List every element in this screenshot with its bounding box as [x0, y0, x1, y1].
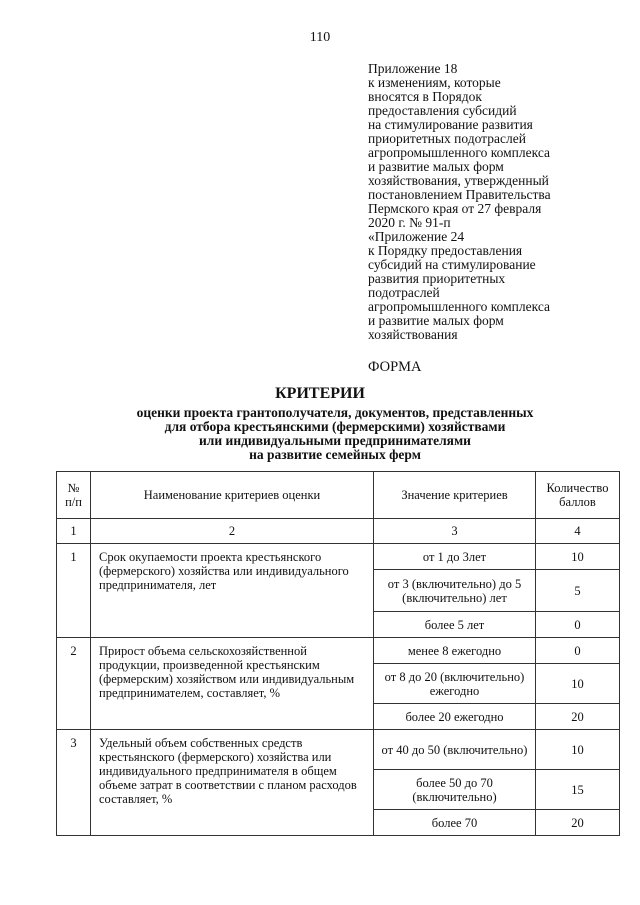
header-num: № п/п — [57, 472, 91, 519]
subtitle-line: оценки проекта грантополучателя, документов, представленных — [136, 405, 534, 420]
appendix-line: предоставления субсидий — [368, 103, 517, 118]
appendix-line: хозяйствования, утвержденный — [368, 173, 549, 188]
header-name: Наименование критериев оценки — [91, 472, 374, 519]
criterion-name: Прирост объема сельскохозяйственной продукции, произведенной крестьянским (фермерским) хозяйством или индивидуальным предпринимателем, составляет, % — [91, 638, 374, 730]
header-value: Значение критериев — [374, 472, 536, 519]
page-number: 110 — [309, 30, 331, 45]
header-score: Количество баллов — [536, 472, 620, 519]
form-label: ФОРМА — [368, 359, 422, 375]
criterion-score: 20 — [536, 704, 620, 730]
appendix-line: Приложение 18 — [368, 61, 458, 76]
criterion-number: 1 — [57, 544, 91, 638]
appendix-line: на стимулирование развития — [368, 117, 533, 132]
appendix-line: и развитие малых форм — [368, 159, 504, 174]
criteria-table — [56, 471, 620, 836]
column-index-row — [57, 519, 620, 544]
appendix-line: подотраслей — [368, 285, 440, 300]
criterion-value: от 8 до 20 (включительно) ежегодно — [374, 664, 536, 704]
criterion-number: 3 — [57, 730, 91, 836]
appendix-line: агропромышленного комплекса — [368, 145, 550, 160]
appendix-18-block — [368, 62, 618, 230]
subtitle-line: на развитие семейных ферм — [249, 447, 421, 462]
appendix-line: «Приложение 24 — [368, 229, 465, 244]
appendix-line: вносятся в Порядок — [368, 89, 482, 104]
column-index: 2 — [91, 519, 374, 544]
appendix-line: 2020 г. № 91-п — [368, 215, 451, 230]
column-index: 4 — [536, 519, 620, 544]
criterion-value: от 3 (включительно) до 5 (включительно) лет — [374, 570, 536, 612]
criterion-value: от 1 до 3лет — [374, 544, 536, 570]
subtitle-line: или индивидуальными предпринимателями — [199, 433, 471, 448]
appendix-line: постановлением Правительства — [368, 187, 551, 202]
appendix-line: к изменениям, которые — [368, 75, 501, 90]
criterion-score: 0 — [536, 638, 620, 664]
table-row — [57, 730, 620, 770]
subtitle-line: для отбора крестьянскими (фермерскими) хозяйствами — [164, 419, 506, 434]
document-title: КРИТЕРИИ — [275, 385, 365, 402]
criterion-value: от 40 до 50 (включительно) — [374, 730, 536, 770]
appendix-line: к Порядку предоставления — [368, 243, 523, 258]
table-row — [57, 544, 620, 570]
appendix-line: развития приоритетных — [368, 271, 506, 286]
criterion-score: 20 — [536, 810, 620, 836]
criterion-name: Срок окупаемости проекта крестьянского (фермерского) хозяйства или индивидуального предпринимателя, лет — [91, 544, 374, 638]
appendix-line: субсидий на стимулирование — [368, 257, 536, 272]
criterion-score: 10 — [536, 544, 620, 570]
criterion-value: более 50 до 70 (включительно) — [374, 770, 536, 810]
appendix-line: хозяйствования — [368, 327, 458, 342]
criterion-value: более 20 ежегодно — [374, 704, 536, 730]
criterion-score: 0 — [536, 612, 620, 638]
criterion-name: Удельный объем собственных средств крестьянского (фермерского) хозяйства или индивидуального предпринимателя в общем объеме затрат в соответствии с планом расходов составляет, % — [91, 730, 374, 836]
criterion-value: менее 8 ежегодно — [374, 638, 536, 664]
criterion-score: 10 — [536, 664, 620, 704]
criterion-value: более 70 — [374, 810, 536, 836]
table-header-row — [57, 472, 620, 519]
appendix-line: агропромышленного комплекса — [368, 299, 550, 314]
table-row — [57, 638, 620, 664]
criterion-score: 15 — [536, 770, 620, 810]
appendix-line: Пермского края от 27 февраля — [368, 201, 542, 216]
criterion-score: 5 — [536, 570, 620, 612]
column-index: 1 — [57, 519, 91, 544]
appendix-24-block — [368, 230, 618, 342]
criterion-number: 2 — [57, 638, 91, 730]
criterion-score: 10 — [536, 730, 620, 770]
column-index: 3 — [374, 519, 536, 544]
document-subtitle — [0, 406, 640, 462]
appendix-line: и развитие малых форм — [368, 313, 504, 328]
criterion-value: более 5 лет — [374, 612, 536, 638]
appendix-line: приоритетных подотраслей — [368, 131, 526, 146]
